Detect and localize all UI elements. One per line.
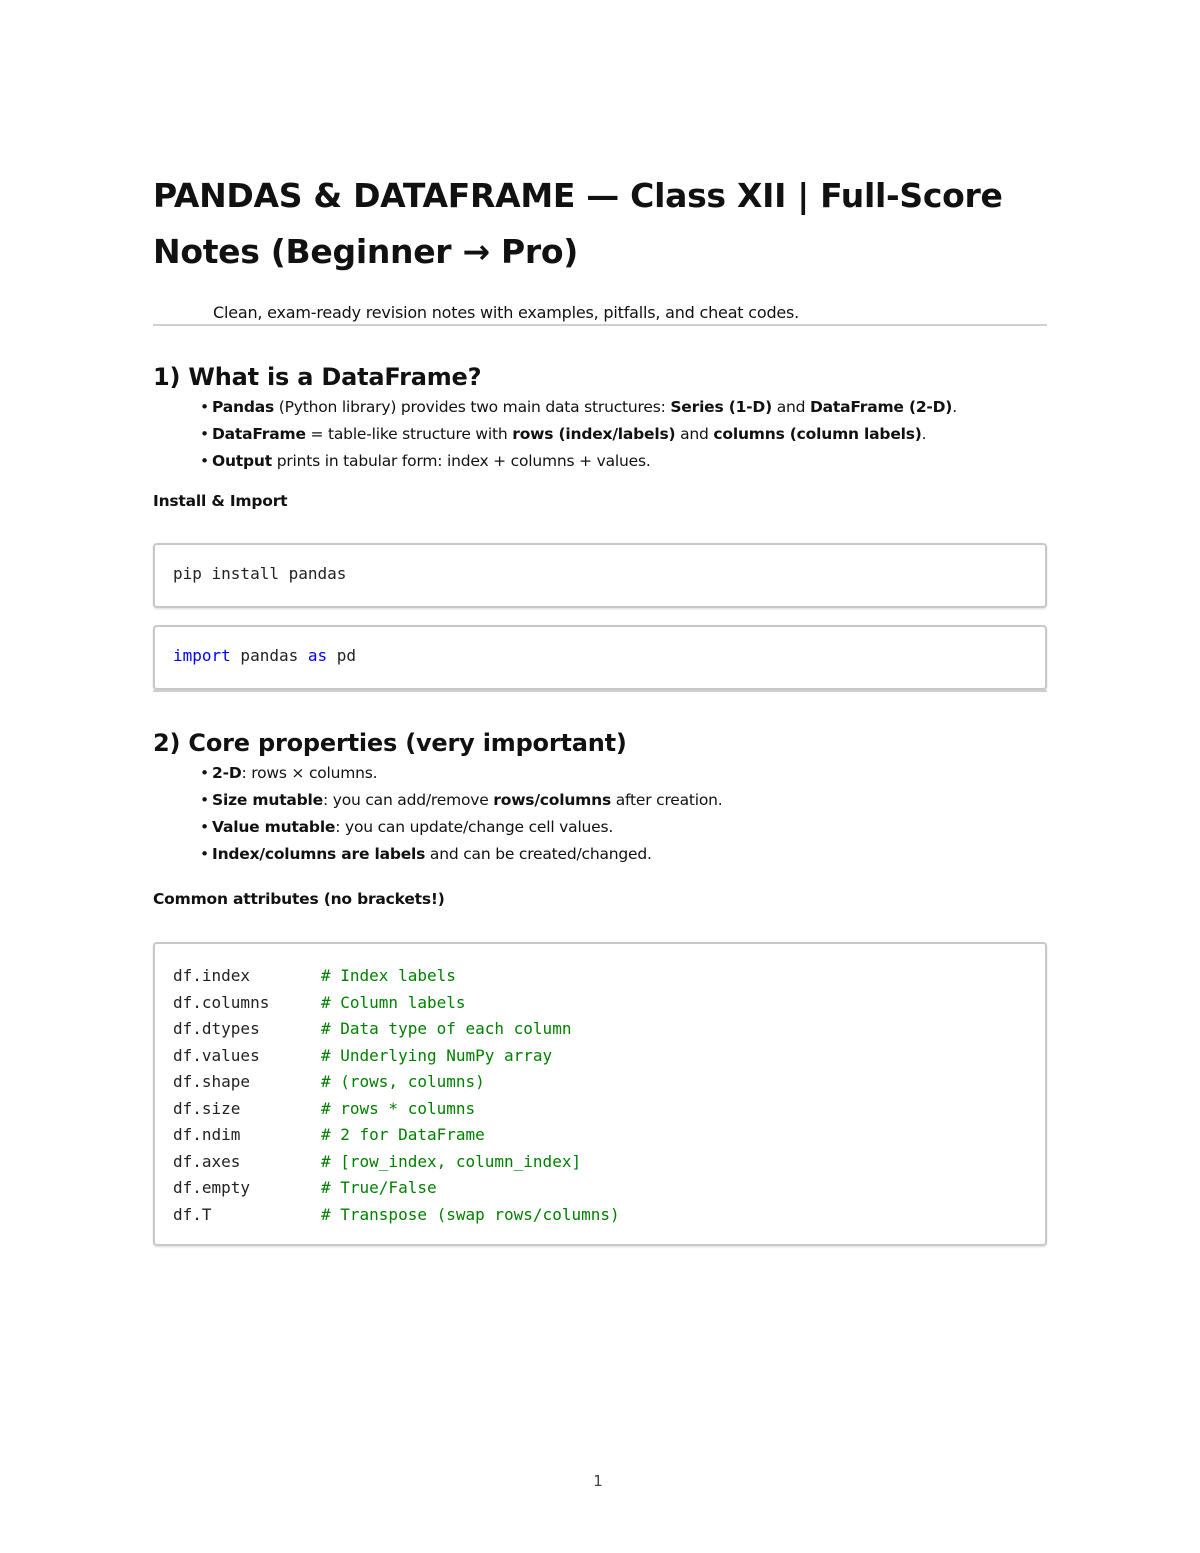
code-block-install xyxy=(153,543,1047,608)
install-import-subheading: Install & Import xyxy=(153,492,288,510)
code-line: df.index # Index labels xyxy=(173,966,456,985)
code-line: df.dtypes # Data type of each column xyxy=(173,1019,572,1038)
keyword: as xyxy=(307,646,328,665)
list-item: • Pandas (Python library) provides two main data structures: Series (1-D) and DataFrame (2-D). xyxy=(200,398,957,416)
title-line-1: PANDAS & DATAFRAME — Class XII | Full-Score xyxy=(153,176,1003,215)
divider xyxy=(153,324,1047,326)
code-comment: # Underlying NumPy array xyxy=(321,1045,553,1065)
section-2-heading: 2) Core properties (very important) xyxy=(153,729,627,757)
code-line: df.shape # (rows, columns) xyxy=(173,1072,485,1091)
section-1-bullet-list xyxy=(153,394,1047,475)
attributes-subheading: Common attributes (no brackets!) xyxy=(153,890,445,908)
code-line: df.empty # True/False xyxy=(173,1178,437,1197)
list-item: • Index/columns are labels and can be created/changed. xyxy=(200,845,652,863)
code-line: df.axes # [row_index, column_index] xyxy=(173,1151,582,1171)
keyword: import xyxy=(173,646,231,665)
list-item: • Output prints in tabular form: index + columns + values. xyxy=(200,452,651,470)
code-line: import pandas as pd xyxy=(173,646,357,665)
code-comment: # Column labels xyxy=(321,992,466,1012)
code-line: df.values # Underlying NumPy array xyxy=(173,1045,553,1065)
code-comment: # Transpose (swap rows/columns) xyxy=(321,1204,620,1224)
subtitle: Clean, exam-ready revision notes with examples, pitfalls, and cheat codes. xyxy=(213,303,800,322)
section-1-heading: 1) What is a DataFrame? xyxy=(153,363,482,391)
code-block-attributes xyxy=(153,942,1047,1246)
code-comment: # Data type of each column xyxy=(321,1019,572,1038)
divider xyxy=(153,690,1047,692)
code-block-import xyxy=(153,625,1047,690)
code-comment: # rows * columns xyxy=(321,1098,476,1118)
code-comment: # [row_index, column_index] xyxy=(321,1151,582,1171)
list-item: • 2-D: rows × columns. xyxy=(200,764,378,782)
list-item: • DataFrame = table-like structure with rows (index/labels) and columns (column labels). xyxy=(200,425,927,443)
code-comment: # (rows, columns) xyxy=(321,1072,485,1091)
code-line: df.columns # Column labels xyxy=(173,992,466,1012)
list-item: • Value mutable: you can update/change cell values. xyxy=(200,818,614,836)
code-line: pip install pandas xyxy=(173,564,347,583)
code-line: df.size # rows * columns xyxy=(173,1098,476,1118)
section-2-bullet-list xyxy=(153,760,1047,868)
code-comment: # 2 for DataFrame xyxy=(321,1125,485,1144)
code-line: df.T # Transpose (swap rows/columns) xyxy=(173,1204,620,1224)
document-page xyxy=(153,168,1047,1246)
code-comment: # Index labels xyxy=(321,966,456,985)
page-title xyxy=(153,168,1047,280)
page-number: 1 xyxy=(593,1472,603,1490)
code-comment: # True/False xyxy=(321,1178,437,1197)
title-line-2: Notes (Beginner → Pro) xyxy=(153,232,579,271)
code-line: df.ndim # 2 for DataFrame xyxy=(173,1125,485,1144)
list-item: • Size mutable: you can add/remove rows/columns after creation. xyxy=(200,791,723,809)
